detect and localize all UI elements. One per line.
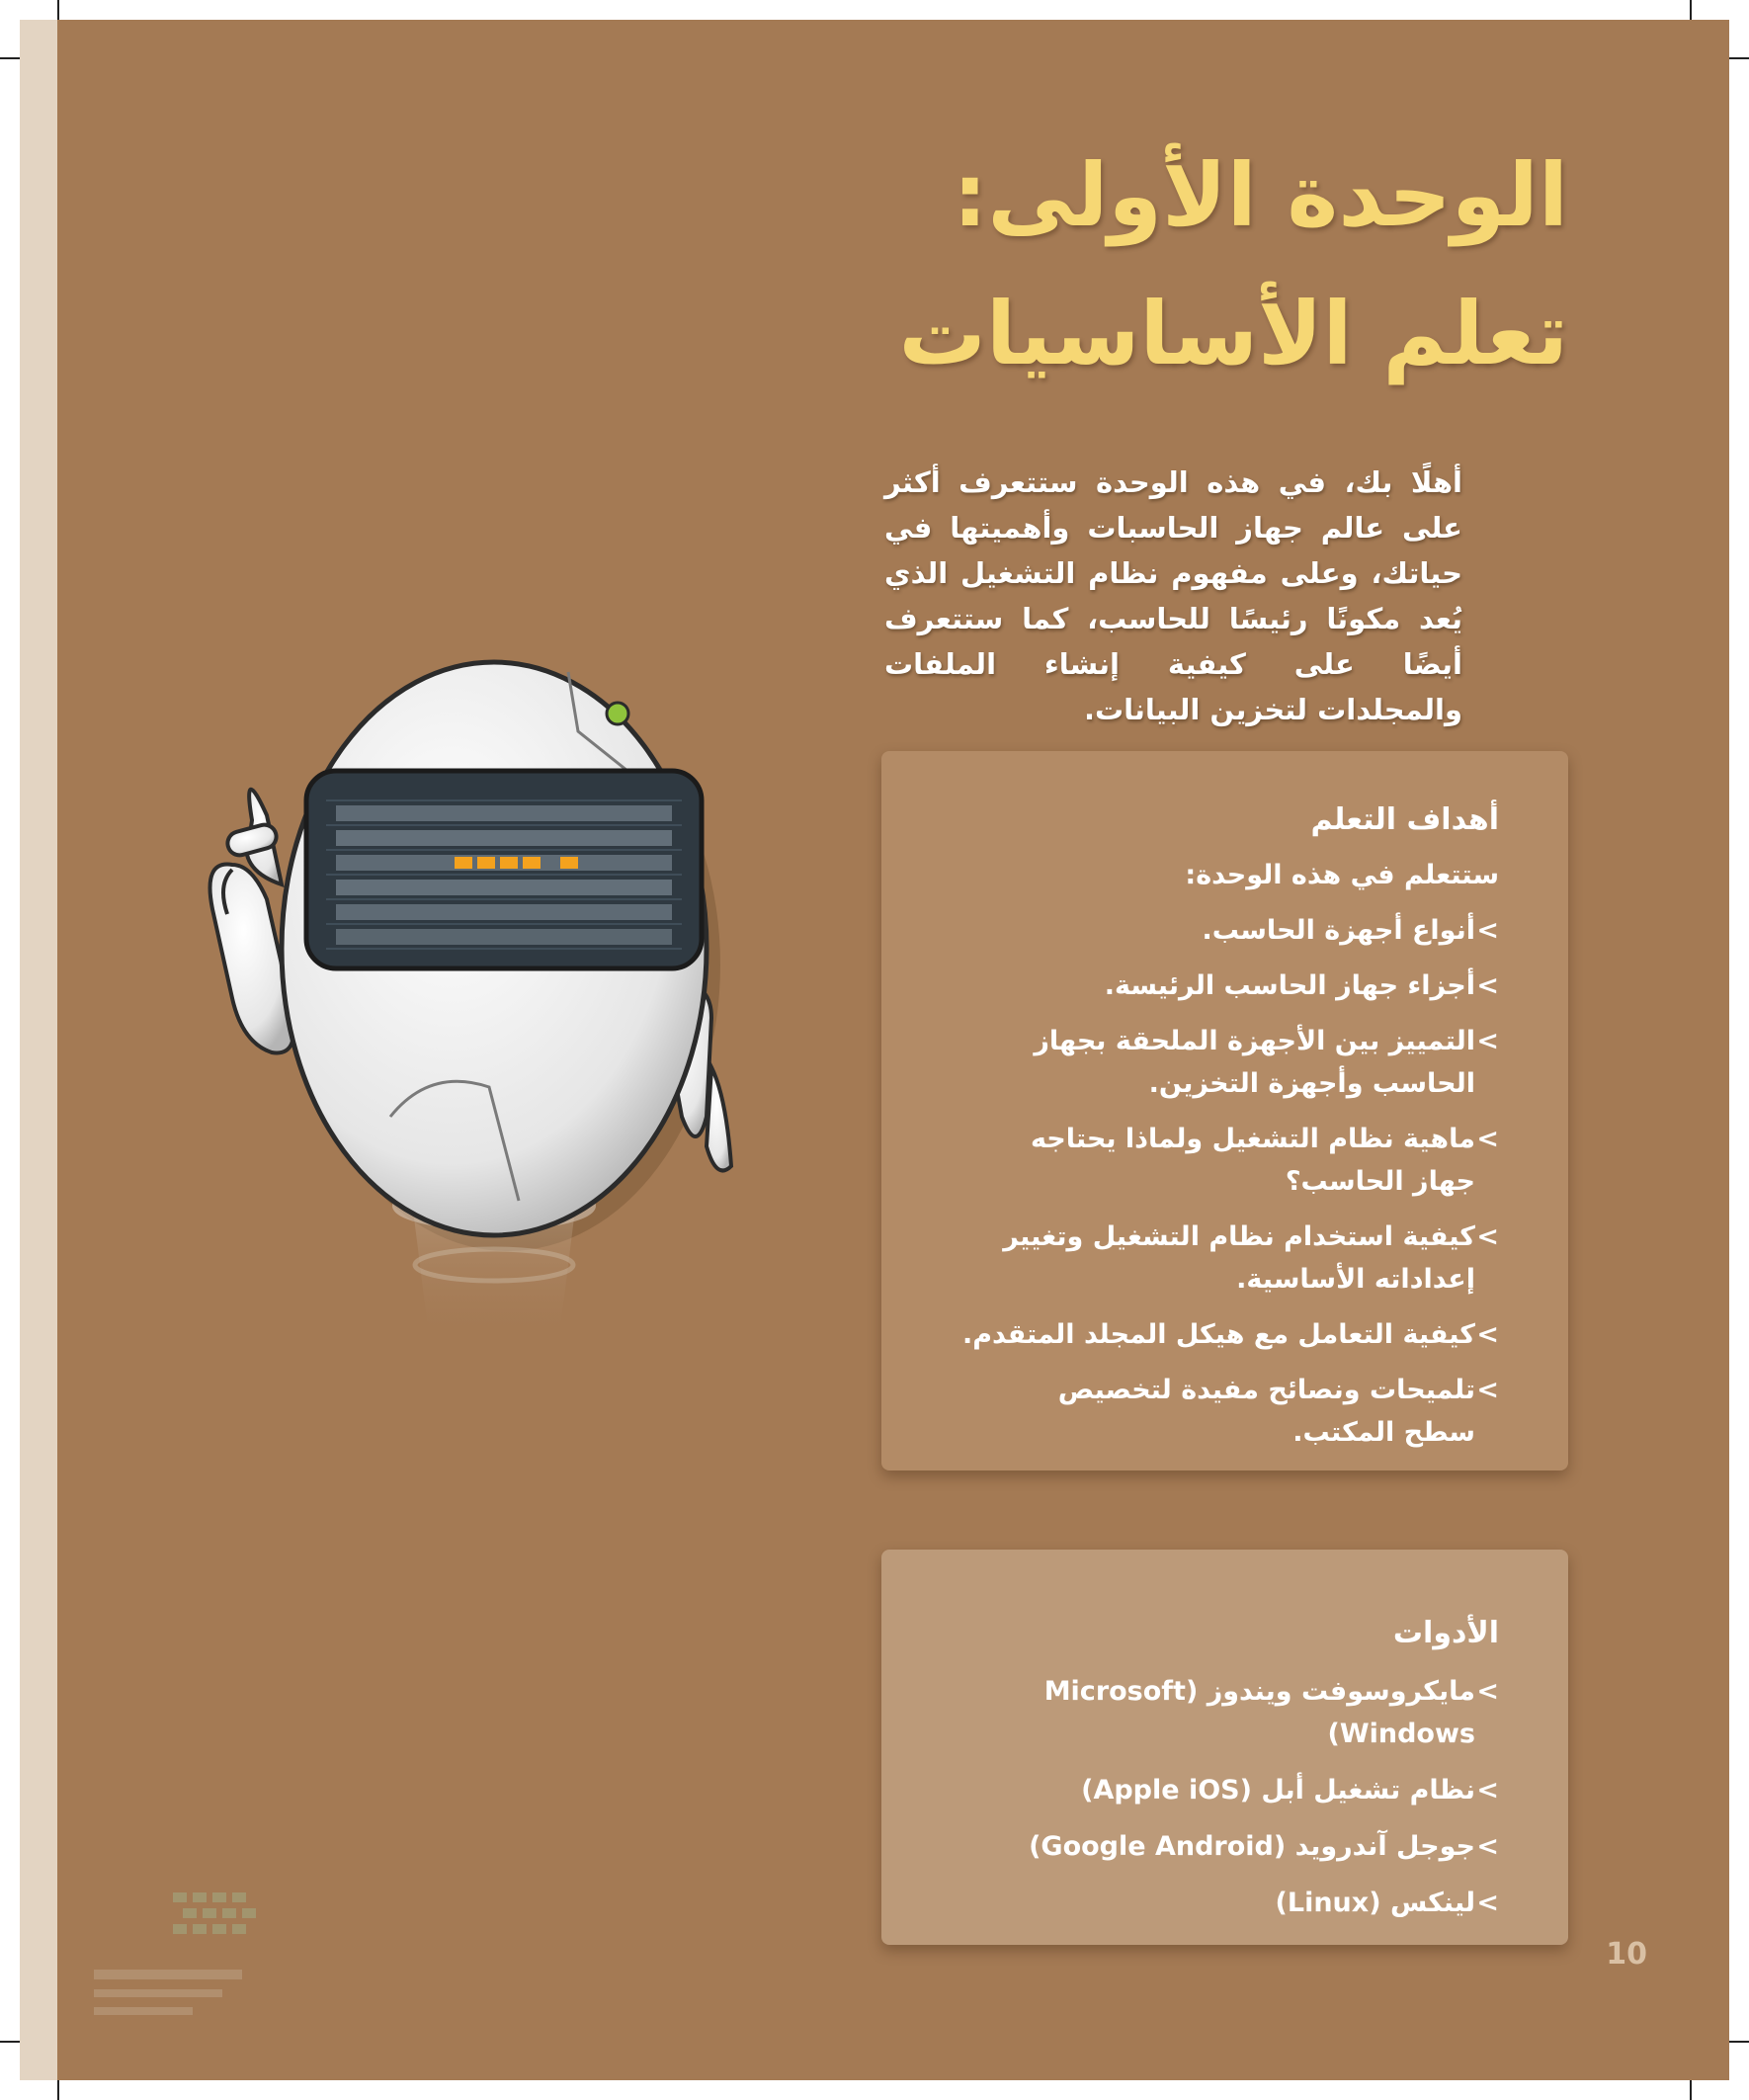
robot-sensor-light	[607, 703, 628, 724]
list-item: > كيفية التعامل مع هيكل المجلد المتقدم.	[946, 1313, 1499, 1356]
list-item: > مايكروسوفت ويندوز (Microsoft Windows)	[946, 1670, 1499, 1755]
unit-title	[679, 126, 1568, 403]
ministry-logo-watermark	[94, 1892, 341, 2051]
learning-goals-box	[881, 751, 1568, 1470]
list-item: > أنواع أجهزة الحاسب.	[946, 909, 1499, 952]
page-number: 10	[1606, 1937, 1647, 1972]
bullet-icon: >	[1476, 1026, 1499, 1056]
tools-box	[881, 1550, 1568, 1945]
bullet-icon: >	[1476, 970, 1499, 1001]
list-item: > تلميحات ونصائح مفيدة لتخصيص سطح المكتب.	[1001, 1369, 1499, 1454]
crop-mark	[1729, 2041, 1749, 2043]
unit-title-line1: الوحدة الأولى:	[953, 144, 1568, 246]
list-item: > كيفية استخدام نظام التشغيل وتغيير إعداداته الأساسية.	[961, 1216, 1499, 1301]
bullet-icon: >	[1476, 1221, 1499, 1252]
bullet-icon: >	[1476, 1319, 1499, 1350]
tools-list	[946, 1670, 1499, 1938]
page-margin-strip	[20, 20, 57, 2080]
intro-paragraph: أهلًا بك، في هذه الوحدة ستتعرف أكثر على عالم جهاز الحاسبات وأهميتها في حياتك، وعلى مفهوم نظام التشغيل الذي يُعد مكونًا رئيسًا للحاسب، كما ستتعرف أيضًا على كيفية إنشاء الملفات والمجلدات لتخزين البيانات.	[884, 465, 1462, 726]
crop-mark	[0, 57, 20, 59]
bullet-icon: >	[1476, 1775, 1499, 1806]
crop-mark	[0, 2041, 20, 2043]
learning-goals-heading: أهداف التعلم	[1310, 802, 1499, 837]
bullet-icon: >	[1476, 1124, 1499, 1154]
bullet-icon: >	[1476, 1888, 1499, 1918]
crop-mark	[1729, 57, 1749, 59]
tools-heading: الأدوات	[1392, 1616, 1499, 1650]
crop-mark	[57, 0, 59, 20]
list-item: > جوجل آندرويد (Google Android)	[946, 1825, 1499, 1868]
bullet-icon: >	[1476, 1831, 1499, 1862]
robot-illustration	[193, 652, 805, 1364]
bullet-icon: >	[1476, 1375, 1499, 1405]
bullet-icon: >	[1476, 1676, 1499, 1707]
list-item: > التمييز بين الأجهزة الملحقة بجهاز الحاسب وأجهزة التخزين.	[1001, 1020, 1499, 1105]
list-item: > أجزاء جهاز الحاسب الرئيسة.	[946, 965, 1499, 1007]
bullet-icon: >	[1476, 915, 1499, 946]
list-item: > لينكس (Linux)	[946, 1882, 1499, 1924]
learning-goals-list	[946, 909, 1499, 1467]
crop-mark	[1690, 0, 1692, 20]
crop-mark	[57, 2080, 59, 2100]
learning-goals-subtitle: ستتعلم في هذه الوحدة:	[1185, 860, 1499, 890]
list-item: > ماهية نظام التشغيل ولماذا يحتاجه جهاز الحاسب؟	[1001, 1118, 1499, 1203]
crop-mark	[1690, 2080, 1692, 2100]
list-item: > نظام تشغيل أبل (Apple iOS)	[946, 1769, 1499, 1811]
unit-title-line2: تعلم الأساسيات	[898, 283, 1568, 384]
